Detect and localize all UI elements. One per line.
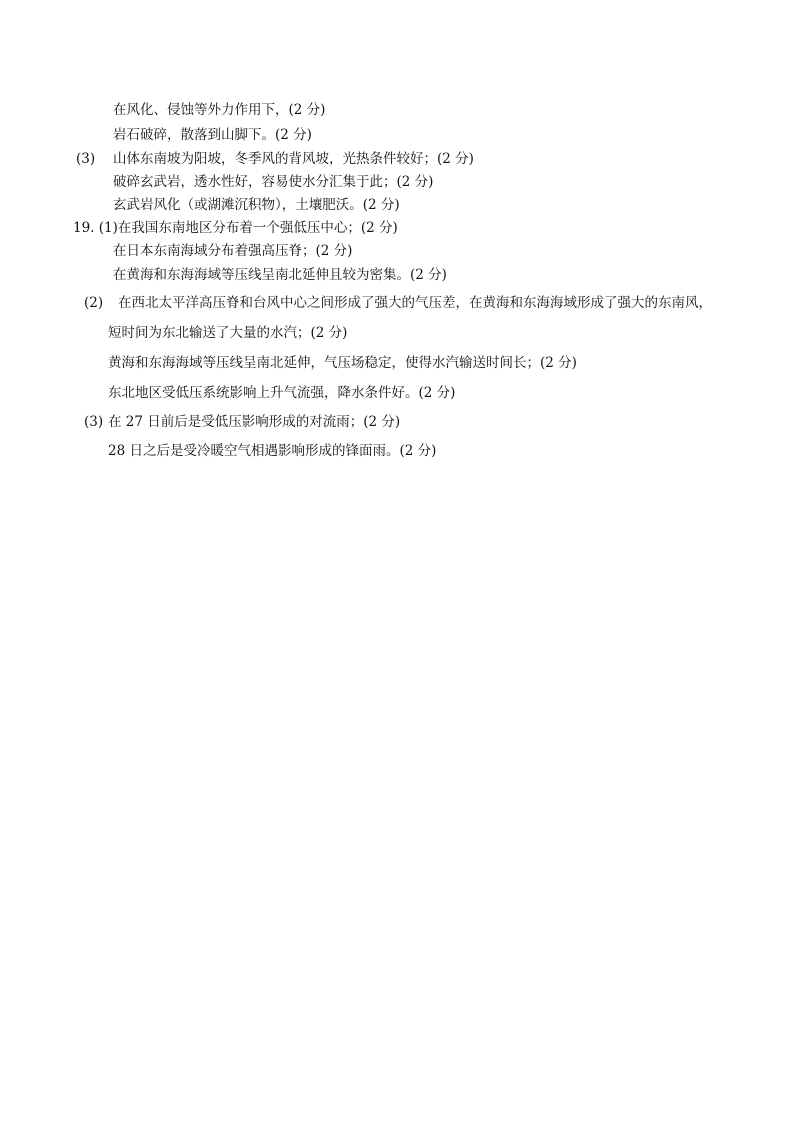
question-number-3: (3): [76, 151, 96, 167]
answer-line-rock-fall: 岩石破碎，散落到山脚下。(2 分): [113, 127, 312, 143]
answer-line-low-pressure-uplift: 东北地区受低压系统影响上升气流强，降水条件好。(2 分): [108, 385, 456, 401]
answer-line-convective-rain: 在 27 日前后是受低压影响形成的对流雨；(2 分): [108, 414, 401, 430]
answer-line-high-pressure-ridge: 在日本东南海域分布着强高压脊；(2 分): [113, 243, 353, 259]
answer-line-basalt-water: 破碎玄武岩，透水性好，容易使水分汇集于此；(2 分): [113, 174, 434, 190]
answer-line-pressure-gradient: 在西北太平洋高压脊和台风中心之间形成了强大的气压差，在黄海和东海海域形成了强大的东南风，: [118, 295, 712, 311]
answer-line-stable-pressure-field: 黄海和东海海域等压线呈南北延伸，气压场稳定，使得水汽输送时间长；(2 分): [108, 355, 577, 371]
answer-line-sunny-slope: 山体东南坡为阳坡，冬季风的背风坡，光热条件较好；(2 分): [113, 151, 474, 167]
question-number-3b: (3): [84, 414, 104, 430]
answer-line-isobars-dense: 在黄海和东海海域等压线呈南北延伸且较为密集。(2 分): [113, 267, 447, 283]
question-number-2: (2): [84, 295, 104, 311]
answer-line-frontal-rain: 28 日之后是受冷暖空气相遇影响形成的锋面雨。(2 分): [108, 443, 437, 459]
question-19-part-1: 19. (1)在我国东南地区分布着一个强低压中心；(2 分): [73, 220, 398, 236]
answer-line-moisture-transport: 短时间为东北输送了大量的水汽；(2 分): [108, 325, 348, 341]
answer-line-weathering: 在风化、侵蚀等外力作用下，(2 分): [113, 102, 326, 118]
answer-line-fertile-soil: 玄武岩风化（或湖滩沉积物），土壤肥沃。(2 分): [113, 197, 400, 213]
